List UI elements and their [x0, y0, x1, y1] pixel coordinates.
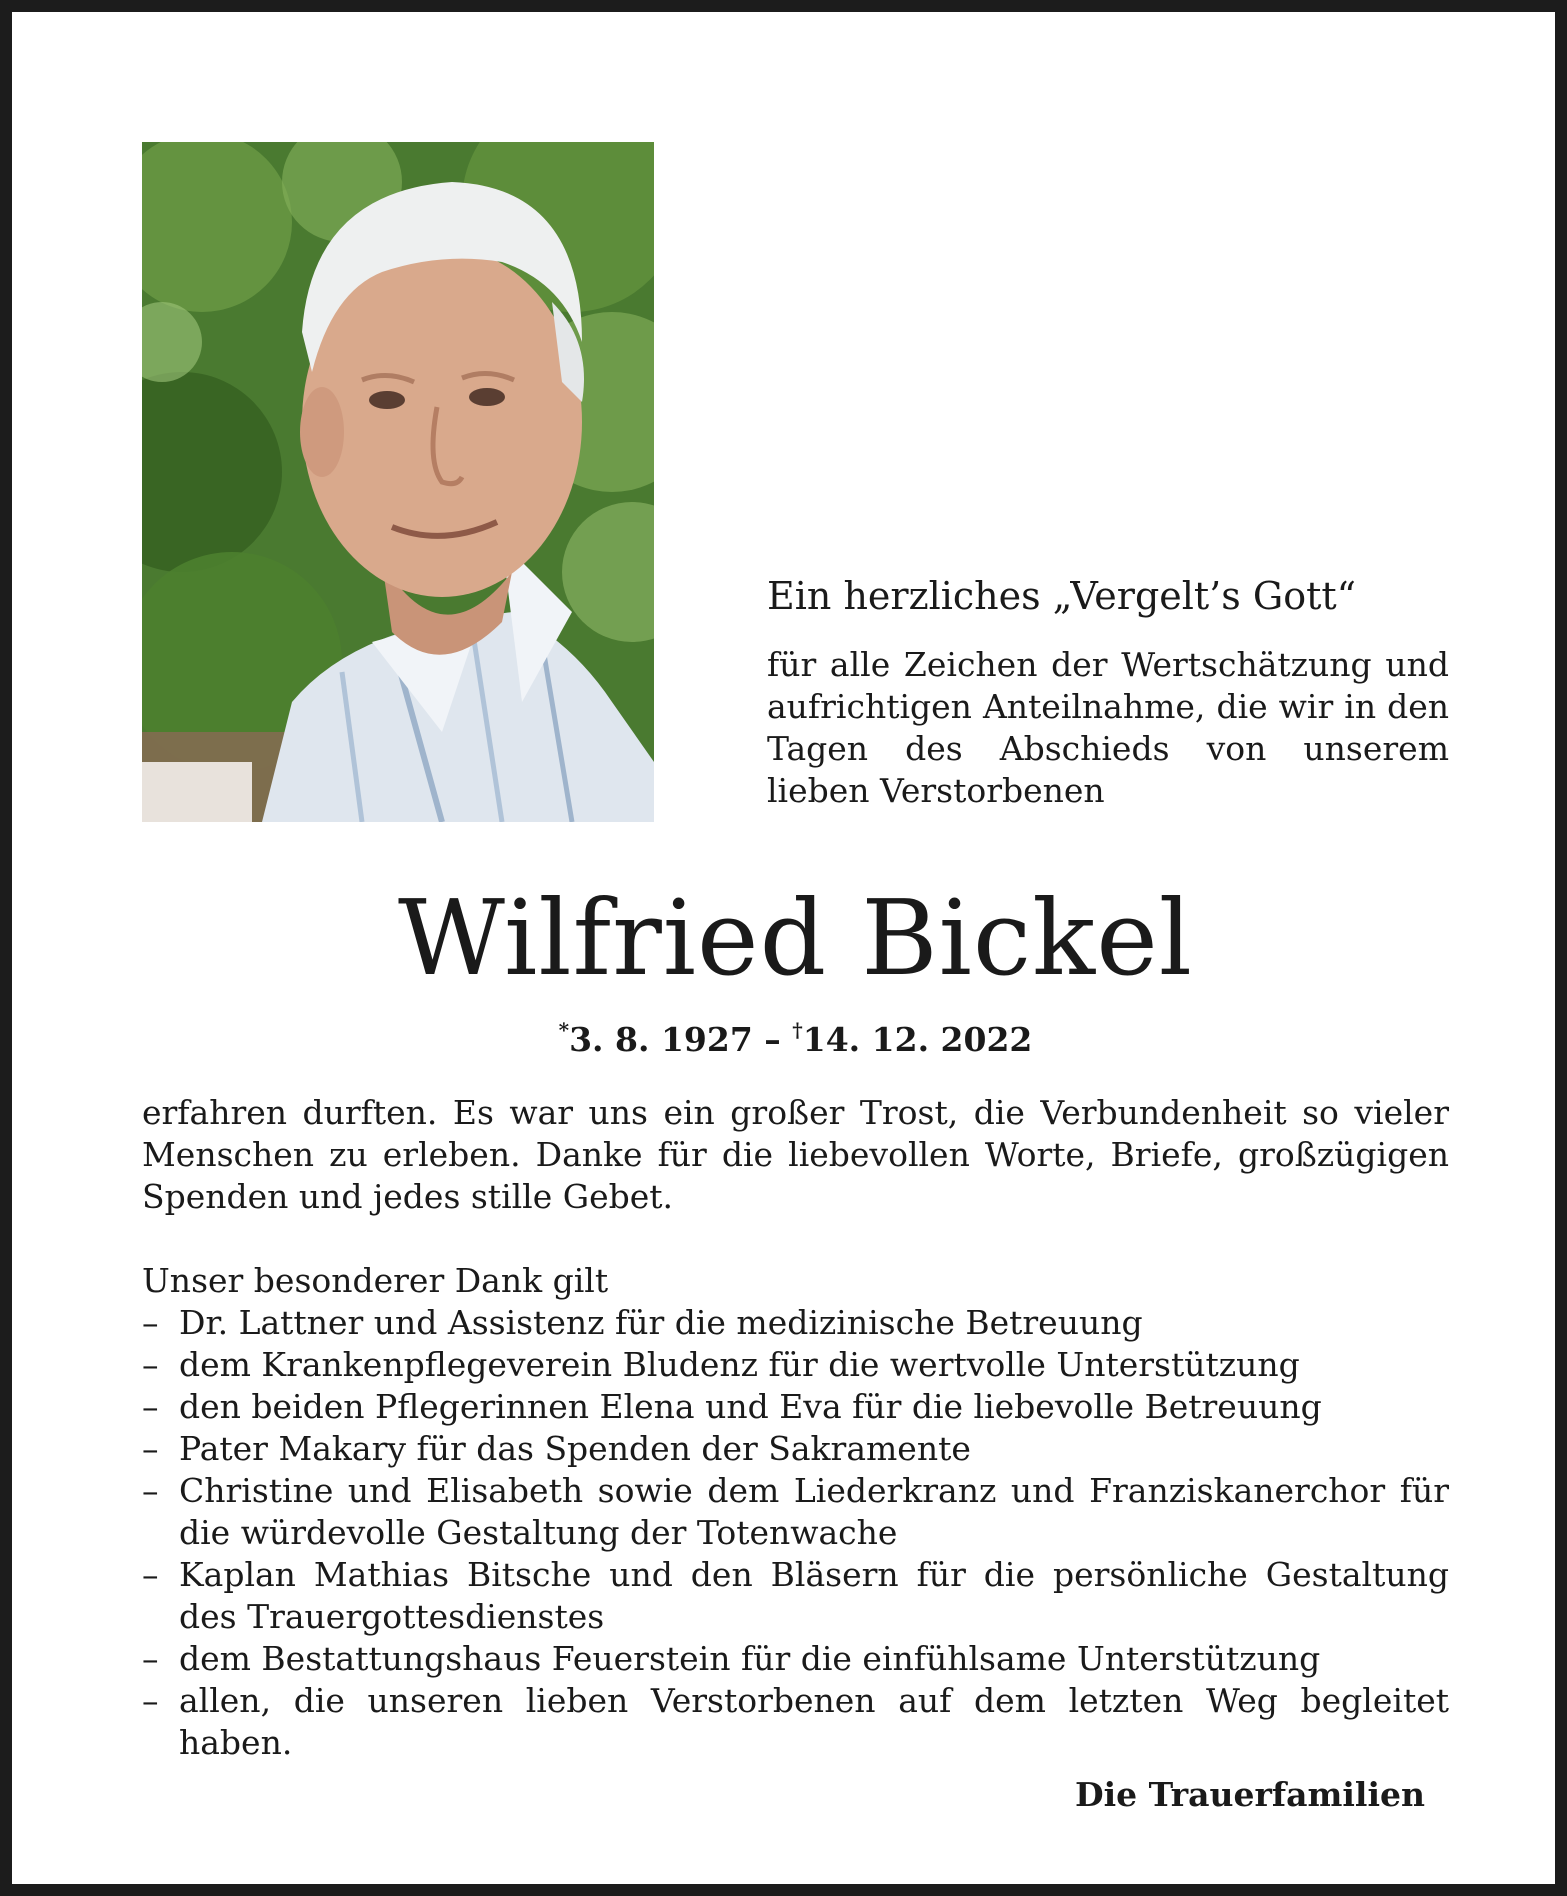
death-date: 14. 12. 2022	[802, 1020, 1033, 1059]
list-item-text: den beiden Pflegerinnen Elena und Eva für die liebevolle Betreuung	[179, 1387, 1322, 1426]
list-item	[142, 1638, 1449, 1680]
list-item-text: Dr. Lattner und Assistenz für die medizinische Betreuung	[179, 1303, 1143, 1342]
signature: Die Trauerfamilien	[1074, 1775, 1425, 1814]
list-item-text: dem Bestattungshaus Feuerstein für die einfühlsame Unterstützung	[179, 1639, 1321, 1678]
thanks-intro: Unser besonderer Dank gilt	[142, 1261, 609, 1300]
list-item-text: allen, die unseren lieben Verstorbenen auf dem letzten Weg begleitet haben.	[179, 1681, 1449, 1762]
date-separator: –	[752, 1020, 793, 1059]
birth-symbol: *	[558, 1018, 570, 1042]
dash-marker: –	[142, 1555, 159, 1594]
list-item	[142, 1680, 1449, 1764]
list-item-text: dem Krankenpflegeverein Bludenz für die wertvolle Unterstützung	[179, 1345, 1300, 1384]
portrait-photo	[142, 142, 654, 822]
dash-marker: –	[142, 1345, 159, 1384]
life-dates	[12, 1008, 1567, 1062]
list-item	[142, 1344, 1449, 1386]
list-item	[142, 1428, 1449, 1470]
thanks-list	[142, 1302, 1449, 1764]
death-symbol: †	[792, 1018, 803, 1042]
list-item-text: Pater Makary für das Spenden der Sakramente	[179, 1429, 971, 1468]
dash-marker: –	[142, 1471, 159, 1510]
list-item-text: Kaplan Mathias Bitsche und den Bläsern für die persönliche Gestaltung des Trauergottesdienstes	[179, 1555, 1449, 1636]
list-item	[142, 1470, 1449, 1554]
dash-marker: –	[142, 1387, 159, 1426]
body-text: erfahren durften. Es war uns ein großer Trost, die Verbundenheit so vieler Menschen zu erleben. Danke für die liebevollen Worte, Briefe, großzügigen Spenden und jedes stille Gebet.	[142, 1093, 1449, 1216]
deceased-name: Wilfried Bickel	[398, 877, 1193, 999]
dash-marker: –	[142, 1639, 159, 1678]
intro-heading: Ein herzliches „Vergelt’s Gott“	[767, 574, 1357, 618]
list-item-text: Christine und Elisabeth sowie dem Liederkranz und Franziskanerchor für die würdevolle Gestaltung der Totenwache	[179, 1471, 1449, 1552]
dash-marker: –	[142, 1681, 159, 1720]
dash-marker: –	[142, 1429, 159, 1468]
intro-section	[767, 572, 1449, 812]
list-item	[142, 1554, 1449, 1638]
dash-marker: –	[142, 1303, 159, 1342]
list-item	[142, 1386, 1449, 1428]
intro-text: für alle Zeichen der Wertschätzung und aufrichtigen Anteilnahme, die wir in den Tagen des Abschieds von unserem lieben Verstorbenen	[767, 645, 1449, 810]
list-item	[142, 1302, 1449, 1344]
birth-date: 3. 8. 1927	[569, 1020, 753, 1059]
